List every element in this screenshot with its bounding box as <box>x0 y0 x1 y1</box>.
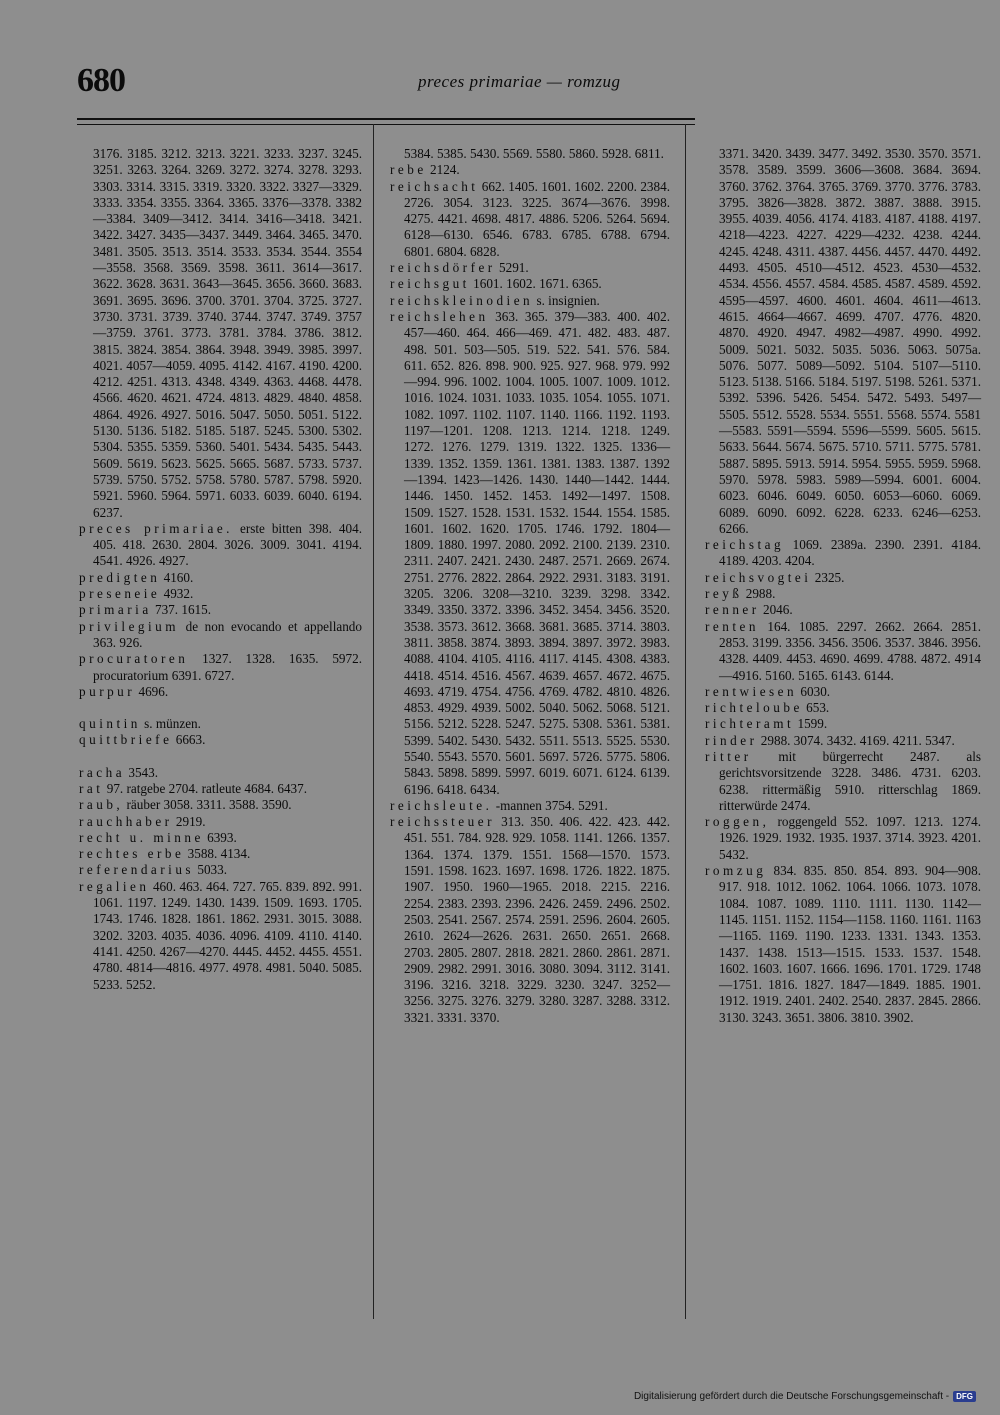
entry-references: 4696. <box>135 683 169 699</box>
entry-references: 1069. 2389a. 2390. 2391. 4184. 4189. 4203. 4204. <box>719 537 981 569</box>
entry-headword: romzug <box>705 863 767 879</box>
index-entry <box>79 586 362 602</box>
entry-references: 653. <box>802 700 830 716</box>
entry-references: 834. 835. 850. 854. 893. 904—908. 917. 918. 1012. 1062. 1064. 1066. 1073. 1078. 1084. 1087. 1089. 1110. 1111. 1130. 1142—1145. 1151. 1152. 1154—1158. 1160. 1161. 1163—1165. 1169. 1190. 1233. 1331. 1343. 1353. 1437. 1438. 1513—1515. 1533. 1537. 1548. 1602. 1603. 1607. 1666. 1696. 1701. 1729. 1748—1751. 1816. 1827. 1847—1849. 1885. 1901. 1912. 1919. 2401. 2402. 2540. 2837. 2845. 2866. 3130. 3243. 3651. 3806. 3810. 3902. <box>719 863 981 1025</box>
entry-headword: rat <box>79 780 104 796</box>
entry-headword: preces primariae. <box>79 520 233 536</box>
entry-headword: reyß <box>705 586 743 602</box>
index-entry <box>390 814 670 1026</box>
entry-headword: reichstag <box>705 537 785 553</box>
index-entry <box>79 814 362 830</box>
entry-references: 6393. <box>203 829 237 845</box>
entry-headword: richteramt <box>705 716 795 732</box>
header-rule-thick <box>77 118 695 120</box>
entry-references: 4160. <box>160 569 194 585</box>
index-entry <box>390 146 670 162</box>
entry-headword: preseneie <box>79 586 161 602</box>
index-entry <box>79 765 362 781</box>
entry-headword: quittbriefe <box>79 732 173 748</box>
dfg-logo: DFG <box>953 1391 976 1402</box>
index-entry <box>79 732 362 748</box>
entry-headword: recht u. minne <box>79 829 204 845</box>
entry-headword: primaria <box>79 602 152 618</box>
entry-references: 2919. <box>172 813 206 829</box>
index-entry <box>79 879 362 993</box>
index-entry <box>390 162 670 178</box>
index-entry <box>705 146 981 537</box>
index-entry <box>79 146 362 521</box>
footer <box>634 1391 976 1402</box>
index-entry <box>390 276 670 292</box>
index-entry <box>705 570 981 586</box>
header-rule-thin <box>77 124 695 125</box>
entry-references: 3371. 3420. 3439. 3477. 3492. 3530. 3570. 3571. 3578. 3589. 3599. 3606—3608. 3684. 3694. 3760. 3762. 3764. 3765. 3769. 3770. 3776. 3783. 3795. 3826—3828. 3872. 3887. 3888. 3915. 3955. 4039. 4056. 4174. 4183. 4187. 4188. 4197. 4218—4223. 4227. 4229—4232. 4238. 4244. 4245. 4248. 4311. 4387. 4456. 4457. 4470. 4492. 4493. 4505. 4510—4512. 4523. 4530—4532. 4534. 4556. 4557. 4584. 4585. 4587. 4589. 4592. 4595—4597. 4600. 4601. 4604. 4611—4613. 4615. 4664—4667. 4699. 4707. 4776. 4820. 4870. 4920. 4947. 4982—4987. 4990. 4992. 5009. 5021. 5032. 5035. 5036. 5063. 5075a. 5076. 5077. 5089—5092. 5104. 5107—5110. 5123. 5138. 5166. 5184. 5197. 5198. 5261. 5371. 5392. 5396. 5426. 5454. 5472. 5493. 5497—5505. 5512. 5528. 5534. 5551. 5568. 5574. 5581—5583. 5591—5594. 5596—5599. 5605. 5615. 5633. 5644. 5674. 5675. 5710. 5711. 5775. 5781. 5887. 5895. 5913. 5914. 5954. 5955. 5959. 5968. 5970. 5978. 5983. 5989—5994. 6001. 6004. 6023. 6046. 6049. 6050. 6053—6060. 6069. 6089. 6090. 6092. 6228. 6233. 6246—6253. 6266. <box>719 146 981 536</box>
index-entry <box>79 781 362 797</box>
entry-references: 2046. <box>759 602 793 618</box>
entry-headword: rauchhaber <box>79 813 173 829</box>
index-entry <box>705 716 981 732</box>
entry-headword: reichskleinodien <box>390 292 534 308</box>
entry-references: 4932. <box>160 586 194 602</box>
entry-references: s. insignien. <box>533 292 600 308</box>
entry-references: 1327. 1328. 1635. 5972. procuratorium 6391. 6727. <box>93 651 362 683</box>
entry-references: 363. 365. 379—383. 400. 402. 457—460. 464. 466—469. 471. 482. 483. 487. 498. 501. 503—505. 519. 522. 541. 576. 584. 611. 652. 826. 898. 900. 925. 927. 968. 979. 992—994. 996. 1002. 1004. 1005. 1007. 1009. 1012. 1016. 1024. 1031. 1033. 1035. 1054. 1055. 1071. 1082. 1097. 1102. 1107. 1140. 1166. 1192. 1193. 1197—1201. 1208. 1213. 1214. 1218. 1249. 1272. 1276. 1279. 1319. 1322. 1325. 1336—1339. 1352. 1359. 1361. 1381. 1383. 1387. 1392—1394. 1423—1426. 1430. 1440—1442. 1444. 1446. 1450. 1452. 1453. 1492—1497. 1508. 1509. 1527. 1528. 1531. 1532. 1544. 1554. 1585. 1601. 1602. 1620. 1705. 1746. 1792. 1804—1809. 1880. 1997. 2080. 2092. 2100. 2139. 2310. 2311. 2407. 2421. 2430. 2487. 2571. 2669. 2674. 2751. 2776. 2822. 2864. 2922. 2931. 3183. 3191. 3205. 3206. 3208—3210. 3239. 3298. 3342. 3349. 3350. 3372. 3396. 3452. 3454. 3456. 3520. 3538. 3573. 3612. 3668. 3681. 3685. 3714. 3803. 3811. 3858. 3874. 3893. 3894. 3897. 3972. 3983. 4088. 4104. 4105. 4116. 4117. 4145. 4308. 4383. 4418. 4514. 4516. 4567. 4639. 4657. 4672. 4675. 4693. 4719. 4754. 4756. 4769. 4782. 4810. 4826. 4853. 4929. 4939. 5002. 5040. 5062. 5068. 5121. 5156. 5212. 5228. 5247. 5275. 5308. 5361. 5381. 5399. 5402. 5430. 5432. 5511. 5513. 5525. 5530. 5540. 5543. 5570. 5601. 5697. 5726. 5775. 5806. 5843. 5898. 5899. 5997. 6019. 6071. 6124. 6139. 6196. 6418. 6434. <box>404 308 670 797</box>
entry-references: 2988. 3074. 3432. 4169. 4211. 5347. <box>757 732 955 748</box>
index-entry <box>79 651 362 684</box>
page-number: 680 <box>77 62 125 99</box>
entry-references: 1601. 1602. 1671. 6365. <box>469 276 602 292</box>
index-entry <box>79 716 362 732</box>
entry-headword: predigten <box>79 569 161 585</box>
entry-references: 164. 1085. 2297. 2662. 2664. 2851. 2853. 3199. 3356. 3456. 3506. 3537. 3846. 3956. 4328. 4409. 4453. 4690. 4699. 4788. 4872. 4914—4916. 5160. 5165. 6143. 6144. <box>719 618 981 683</box>
index-entry <box>390 798 670 814</box>
entry-headword: reichssteuer <box>390 814 495 830</box>
entry-headword: rebe <box>390 162 427 178</box>
index-entry <box>705 814 981 863</box>
entry-references: 2988. <box>742 586 776 602</box>
index-entry <box>79 684 362 700</box>
column-separator-1 <box>373 124 374 1319</box>
entry-references: de non evocando et appellando 363. 926. <box>93 618 362 650</box>
entry-headword: reichsdörfer <box>390 260 496 276</box>
entry-headword: renner <box>705 602 760 618</box>
index-entry <box>79 521 362 570</box>
index-entry <box>705 863 981 1026</box>
index-entry <box>705 749 981 814</box>
index-entry <box>79 862 362 878</box>
entry-references: 2124. <box>426 162 460 178</box>
entry-headword: reichslehen <box>390 308 489 324</box>
entry-headword: procuratoren <box>79 651 189 667</box>
entry-references: mit bürgerrecht 2487. als gerichtsvorsitzende 3228. 3486. 4731. 6203. 6238. rittermäßig 5910. ritterschlag 1869. ritterwürde 2474. <box>719 748 981 813</box>
index-entry <box>705 586 981 602</box>
entry-headword: purpur <box>79 683 136 699</box>
entry-headword: rechtes erbe <box>79 846 185 862</box>
entry-references: 5033. <box>194 862 228 878</box>
entry-references: 6663. <box>172 732 206 748</box>
entry-references: 313. 350. 406. 422. 423. 442. 451. 551. 784. 928. 929. 1058. 1141. 1266. 1357. 1364. 1374. 1379. 1551. 1568—1570. 1573. 1591. 1598. 1623. 1697. 1698. 1726. 1822. 1875. 1907. 1950. 1960—1965. 2018. 2215. 2216. 2254. 2383. 2393. 2396. 2426. 2459. 2496. 2502. 2503. 2541. 2567. 2574. 2591. 2596. 2604. 2605. 2610. 2624—2626. 2631. 2650. 2651. 2668. 2703. 2805. 2807. 2818. 2821. 2860. 2861. 2871. 2909. 2982. 2991. 3016. 3080. 3094. 3112. 3141. 3196. 3216. 3218. 3229. 3230. 3247. 3252—3256. 3275. 3276. 3279. 3280. 3287. 3288. 3312. 3321. 3331. 3370. <box>404 814 670 1025</box>
entry-headword: regalien <box>79 878 150 894</box>
entry-references: 3588. 4134. <box>184 846 251 862</box>
entry-headword: reichsvogtei <box>705 569 812 585</box>
entry-references: 737. 1615. <box>151 602 212 618</box>
entry-references: 662. 1405. 1601. 1602. 2200. 2384. 2726. 3054. 3123. 3225. 3674—3676. 3998. 4275. 4421. 4698. 4817. 4886. 5206. 5264. 5694. 6128—6130. 6546. 6783. 6785. 6788. 6794. 6801. 6804. 6828. <box>404 178 670 259</box>
entry-references: roggengeld 552. 1097. 1213. 1274. 1926. 1929. 1932. 1935. 1937. 3714. 3923. 4201. 5432. <box>719 814 981 862</box>
entry-references: erste bitten 398. 404. 405. 418. 2630. 2804. 3026. 3009. 3041. 4194. 4541. 4926. 4927. <box>93 520 362 569</box>
entry-references: räuber 3058. 3311. 3588. 3590. <box>123 797 292 813</box>
entry-headword: ritter <box>705 748 752 764</box>
index-entry <box>705 619 981 684</box>
entry-headword: renten <box>705 618 759 634</box>
index-entry <box>705 684 981 700</box>
index-entry <box>705 700 981 716</box>
index-entry <box>79 846 362 862</box>
entry-references: s. münzen. <box>140 716 201 732</box>
entry-references: 5384. 5385. 5430. 5569. 5580. 5860. 5928. 6811. <box>404 146 664 161</box>
entry-references: 3176. 3185. 3212. 3213. 3221. 3233. 3237. 3245. 3251. 3263. 3264. 3269. 3272. 3274. 3278. 3293. 3303. 3314. 3315. 3319. 3320. 3322. 3327—3329. 3333. 3354. 3355. 3364. 3365. 3376—3378. 3382—3384. 3409—3412. 3414. 3416—3418. 3421. 3422. 3427. 3435—3437. 3449. 3464. 3465. 3470. 3481. 3505. 3513. 3514. 3533. 3534. 3544. 3554—3558. 3568. 3569. 3598. 3611. 3614—3617. 3622. 3628. 3631. 3643—3645. 3656. 3660. 3683. 3691. 3695. 3696. 3700. 3701. 3704. 3725. 3727. 3730. 3731. 3739. 3740. 3744. 3747. 3749. 3757—3759. 3761. 3773. 3781. 3784. 3786. 3812. 3815. 3824. 3854. 3864. 3948. 3949. 3985. 3997. 4021. 4057—4059. 4095. 4142. 4167. 4190. 4200. 4212. 4251. 4313. 4348. 4349. 4363. 4468. 4478. 4566. 4620. 4621. 4724. 4813. 4829. 4840. 4858. 4864. 4926. 4927. 5016. 5047. 5050. 5051. 5122. 5130. 5136. 5182. 5185. 5187. 5245. 5300. 5302. 5304. 5355. 5359. 5360. 5401. 5434. 5435. 5443. 5609. 5619. 5623. 5625. 5665. 5687. 5733. 5737. 5739. 5750. 5752. 5758. 5780. 5787. 5798. 5920. 5921. 5960. 5964. 5971. 6033. 6039. 6040. 6194. 6237. <box>93 146 362 520</box>
index-entry <box>705 733 981 749</box>
index-entry <box>390 179 670 260</box>
index-entry <box>79 797 362 813</box>
index-entry <box>79 619 362 652</box>
index-column-2 <box>390 146 670 1026</box>
entry-references: 2325. <box>811 569 845 585</box>
entry-headword: reichsacht <box>390 178 479 194</box>
entry-references: -mannen 3754. 5291. <box>492 797 608 813</box>
entry-references: 97. ratgebe 2704. ratleute 4684. 6437. <box>103 780 308 796</box>
entry-headword: reichsgut <box>390 276 470 292</box>
entry-headword: privilegium <box>79 618 180 634</box>
entry-headword: rentwiesen <box>705 683 798 699</box>
index-entry <box>705 537 981 570</box>
index-column-1 <box>79 146 362 993</box>
entry-headword: racha <box>79 764 126 780</box>
entry-headword: raub, <box>79 797 124 813</box>
entry-headword: richteloube <box>705 700 803 716</box>
column-separator-2 <box>685 124 686 1319</box>
index-entry <box>390 293 670 309</box>
entry-headword: quintin <box>79 716 141 732</box>
index-entry <box>705 602 981 618</box>
entry-headword: rinder <box>705 732 758 748</box>
running-head: preces primariae — romzug <box>418 72 621 91</box>
index-entry <box>390 309 670 798</box>
entry-references: 460. 463. 464. 727. 765. 839. 892. 991. 1061. 1197. 1249. 1430. 1439. 1509. 1693. 1705. 1743. 1746. 1828. 1861. 1862. 2931. 3015. 3088. 3202. 3203. 4035. 4036. 4096. 4109. 4110. 4140. 4141. 4250. 4267—4270. 4445. 4452. 4455. 4551. 4780. 4814—4816. 4977. 4978. 4981. 5040. 5085. 5233. 5252. <box>93 878 362 992</box>
index-entry <box>390 260 670 276</box>
index-column-3 <box>705 146 981 1026</box>
footer-text: Digitalisierung gefördert durch die Deutsche Forschungsgemeinschaft - <box>633 1391 950 1402</box>
entry-references: 5291. <box>495 260 529 276</box>
entry-headword: referendarius <box>79 862 195 878</box>
entry-references: 1599. <box>794 716 828 732</box>
index-entry <box>79 570 362 586</box>
index-entry <box>79 830 362 846</box>
entry-references: 3543. <box>125 764 159 780</box>
entry-headword: roggen, <box>705 814 770 830</box>
entry-headword: reichsleute. <box>390 797 493 813</box>
entry-references: 6030. <box>797 683 831 699</box>
index-entry <box>79 602 362 618</box>
